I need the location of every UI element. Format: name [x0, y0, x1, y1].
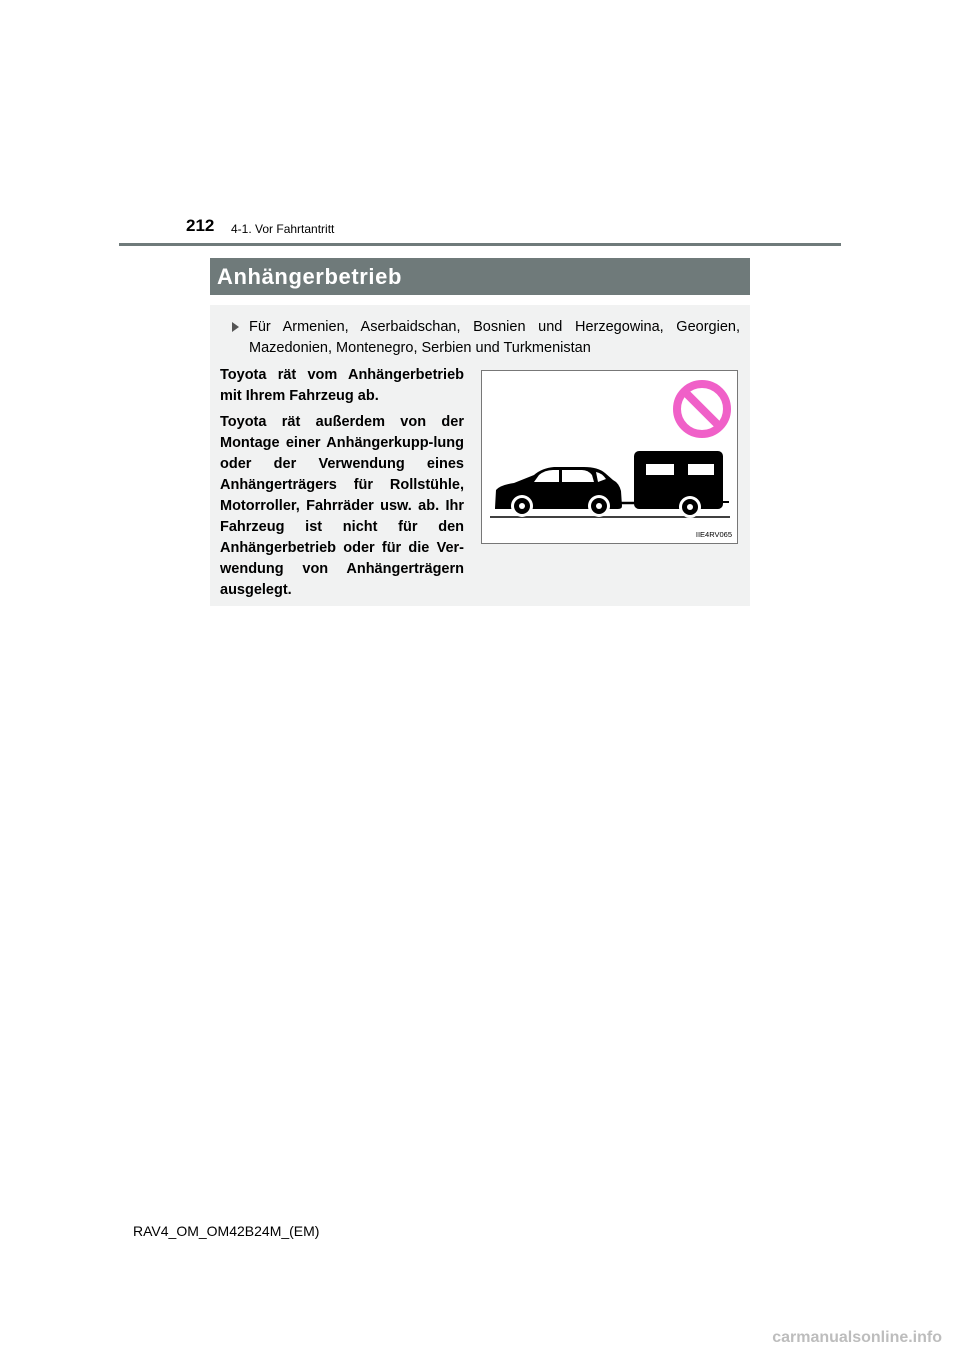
region-note-text: Für Armenien, Aserbaidschan, Bosnien und Herzegowina, Georgien, Mazedonien, Montenegro, Serbien und Turkmenistan	[249, 319, 740, 356]
prohibition-icon	[677, 384, 727, 434]
figure	[481, 370, 738, 544]
paragraph-1: Toyota rät vom Anhängerbetrieb mit Ihrem Fahrzeug ab.	[220, 367, 464, 404]
watermark: carmanualsonline.info	[772, 1329, 942, 1346]
section-title: Anhängerbetrieb	[210, 258, 750, 295]
footer-doc-id: RAV4_OM_OM42B24M_(EM)	[133, 1223, 320, 1239]
trailer-icon	[634, 451, 729, 518]
car-icon	[495, 467, 634, 517]
region-note	[232, 317, 740, 359]
page-number: 212	[186, 216, 215, 235]
arrow-right-icon	[232, 322, 239, 332]
body-text	[220, 365, 464, 606]
figure-id: IIE4RV065	[695, 530, 732, 539]
header-rule	[119, 243, 841, 246]
section-ref: 4-1. Vor Fahrtantritt	[231, 222, 335, 236]
towing-illustration	[482, 371, 739, 545]
paragraph-2: Toyota rät außerdem von der Montage einer Anhängerkupp-lung oder der Verwendung eines Anhängerträgers für Rollstühle, Motorroller, Fahrräder usw. ab. Ihr Fahrzeug ist nicht für den Anhängerbetrieb oder für die Ver-wendung von Anhängerträgern ausgelegt.	[220, 414, 464, 598]
